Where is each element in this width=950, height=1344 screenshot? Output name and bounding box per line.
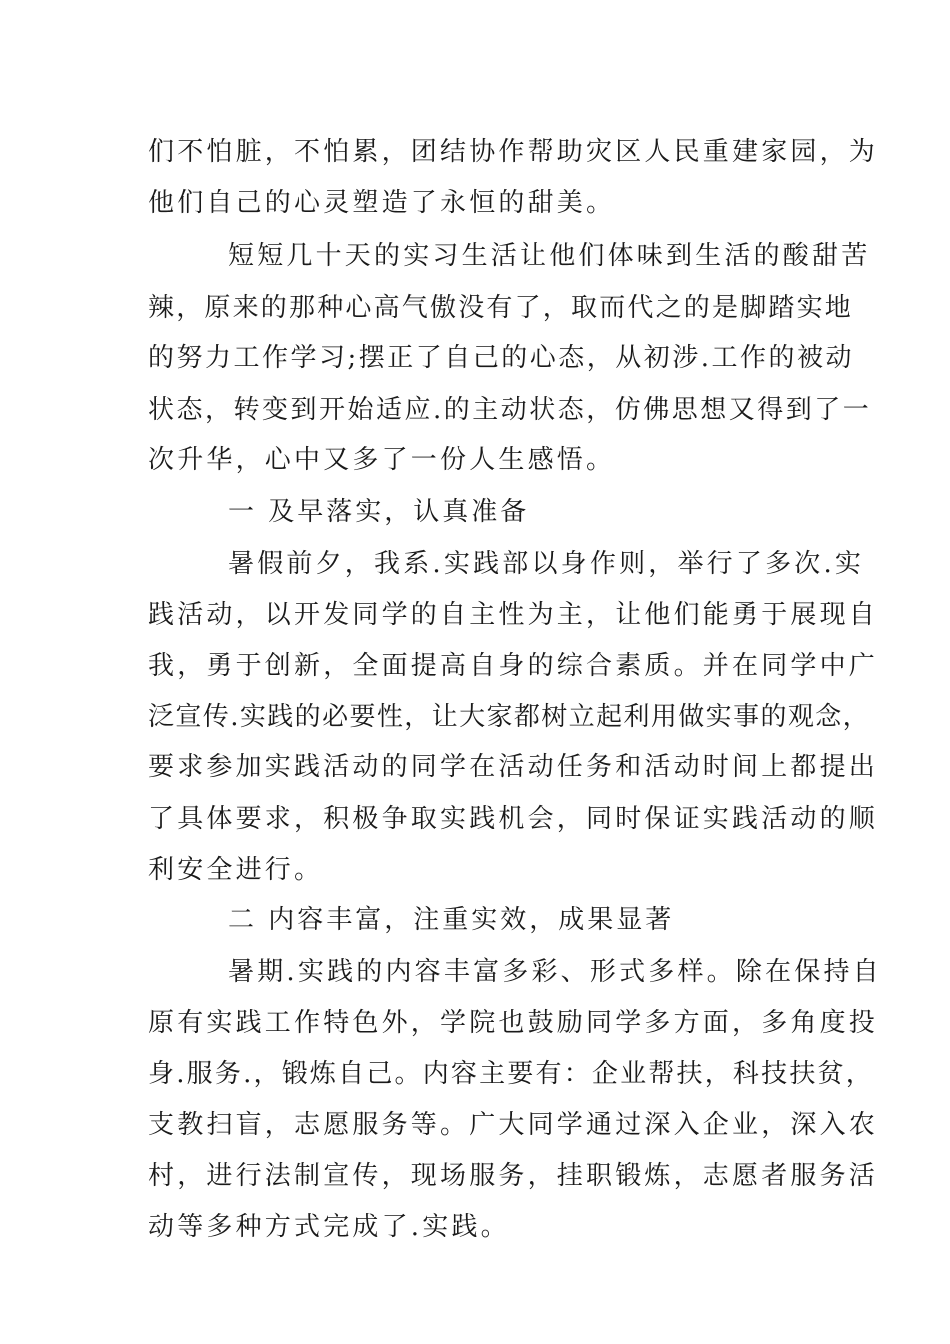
text-line: 们不怕脏，不怕累，团结协作帮助灾区人民重建家园，为 [148, 137, 879, 167]
text-line: 次升华，心中又多了一份人生感悟。 [148, 445, 616, 475]
text-line: 村，进行法制宣传，现场服务，挂职锻炼，志愿者服务活 [148, 1161, 879, 1191]
text-line: 要求参加实践活动的同学在活动任务和活动时间上都提出 [148, 752, 879, 782]
text-line: 暑期.实践的内容丰富多彩、形式多样。除在保持自 [228, 957, 882, 987]
text-line: 我，勇于创新，全面提高自身的综合素质。并在同学中广 [148, 651, 879, 681]
text-line: 暑假前夕，我系.实践部以身作则，举行了多次.实 [228, 549, 865, 579]
section-heading: 一 及早落实，认真准备 [228, 497, 530, 527]
text-line: 原有实践工作特色外，学院也鼓励同学多方面，多角度投 [148, 1008, 879, 1038]
text-line: 辣，原来的那种心高气傲没有了，取而代之的是脚踏实地 [148, 293, 854, 323]
text-line: 短短几十天的实习生活让他们体味到生活的酸甜苦 [228, 241, 871, 271]
text-line: 利安全进行。 [148, 855, 324, 885]
text-line: 动等多种方式完成了.实践。 [148, 1212, 510, 1242]
text-line: 状态，转变到开始适应.的主动状态，仿佛思想又得到了一 [148, 395, 872, 425]
text-line: 支教扫盲，志愿服务等。广大同学通过深入企业，深入农 [148, 1110, 879, 1140]
section-heading: 二 内容丰富，注重实效，成果显著 [228, 905, 675, 935]
text-line: 他们自己的心灵塑造了永恒的甜美。 [148, 188, 616, 218]
text-line: 泛宣传.实践的必要性，让大家都树立起利用做实事的观念， [148, 702, 871, 732]
text-line: 了具体要求，积极争取实践机会，同时保证实践活动的顺 [148, 804, 879, 834]
text-line: 的努力工作学习;摆正了自己的心态，从初涉.工作的被动 [148, 343, 855, 373]
text-line: 践活动，以开发同学的自主性为主，让他们能勇于展现自 [148, 600, 879, 630]
text-line: 身.服务.，锻炼自己。内容主要有：企业帮扶，科技扶贫， [148, 1059, 874, 1089]
